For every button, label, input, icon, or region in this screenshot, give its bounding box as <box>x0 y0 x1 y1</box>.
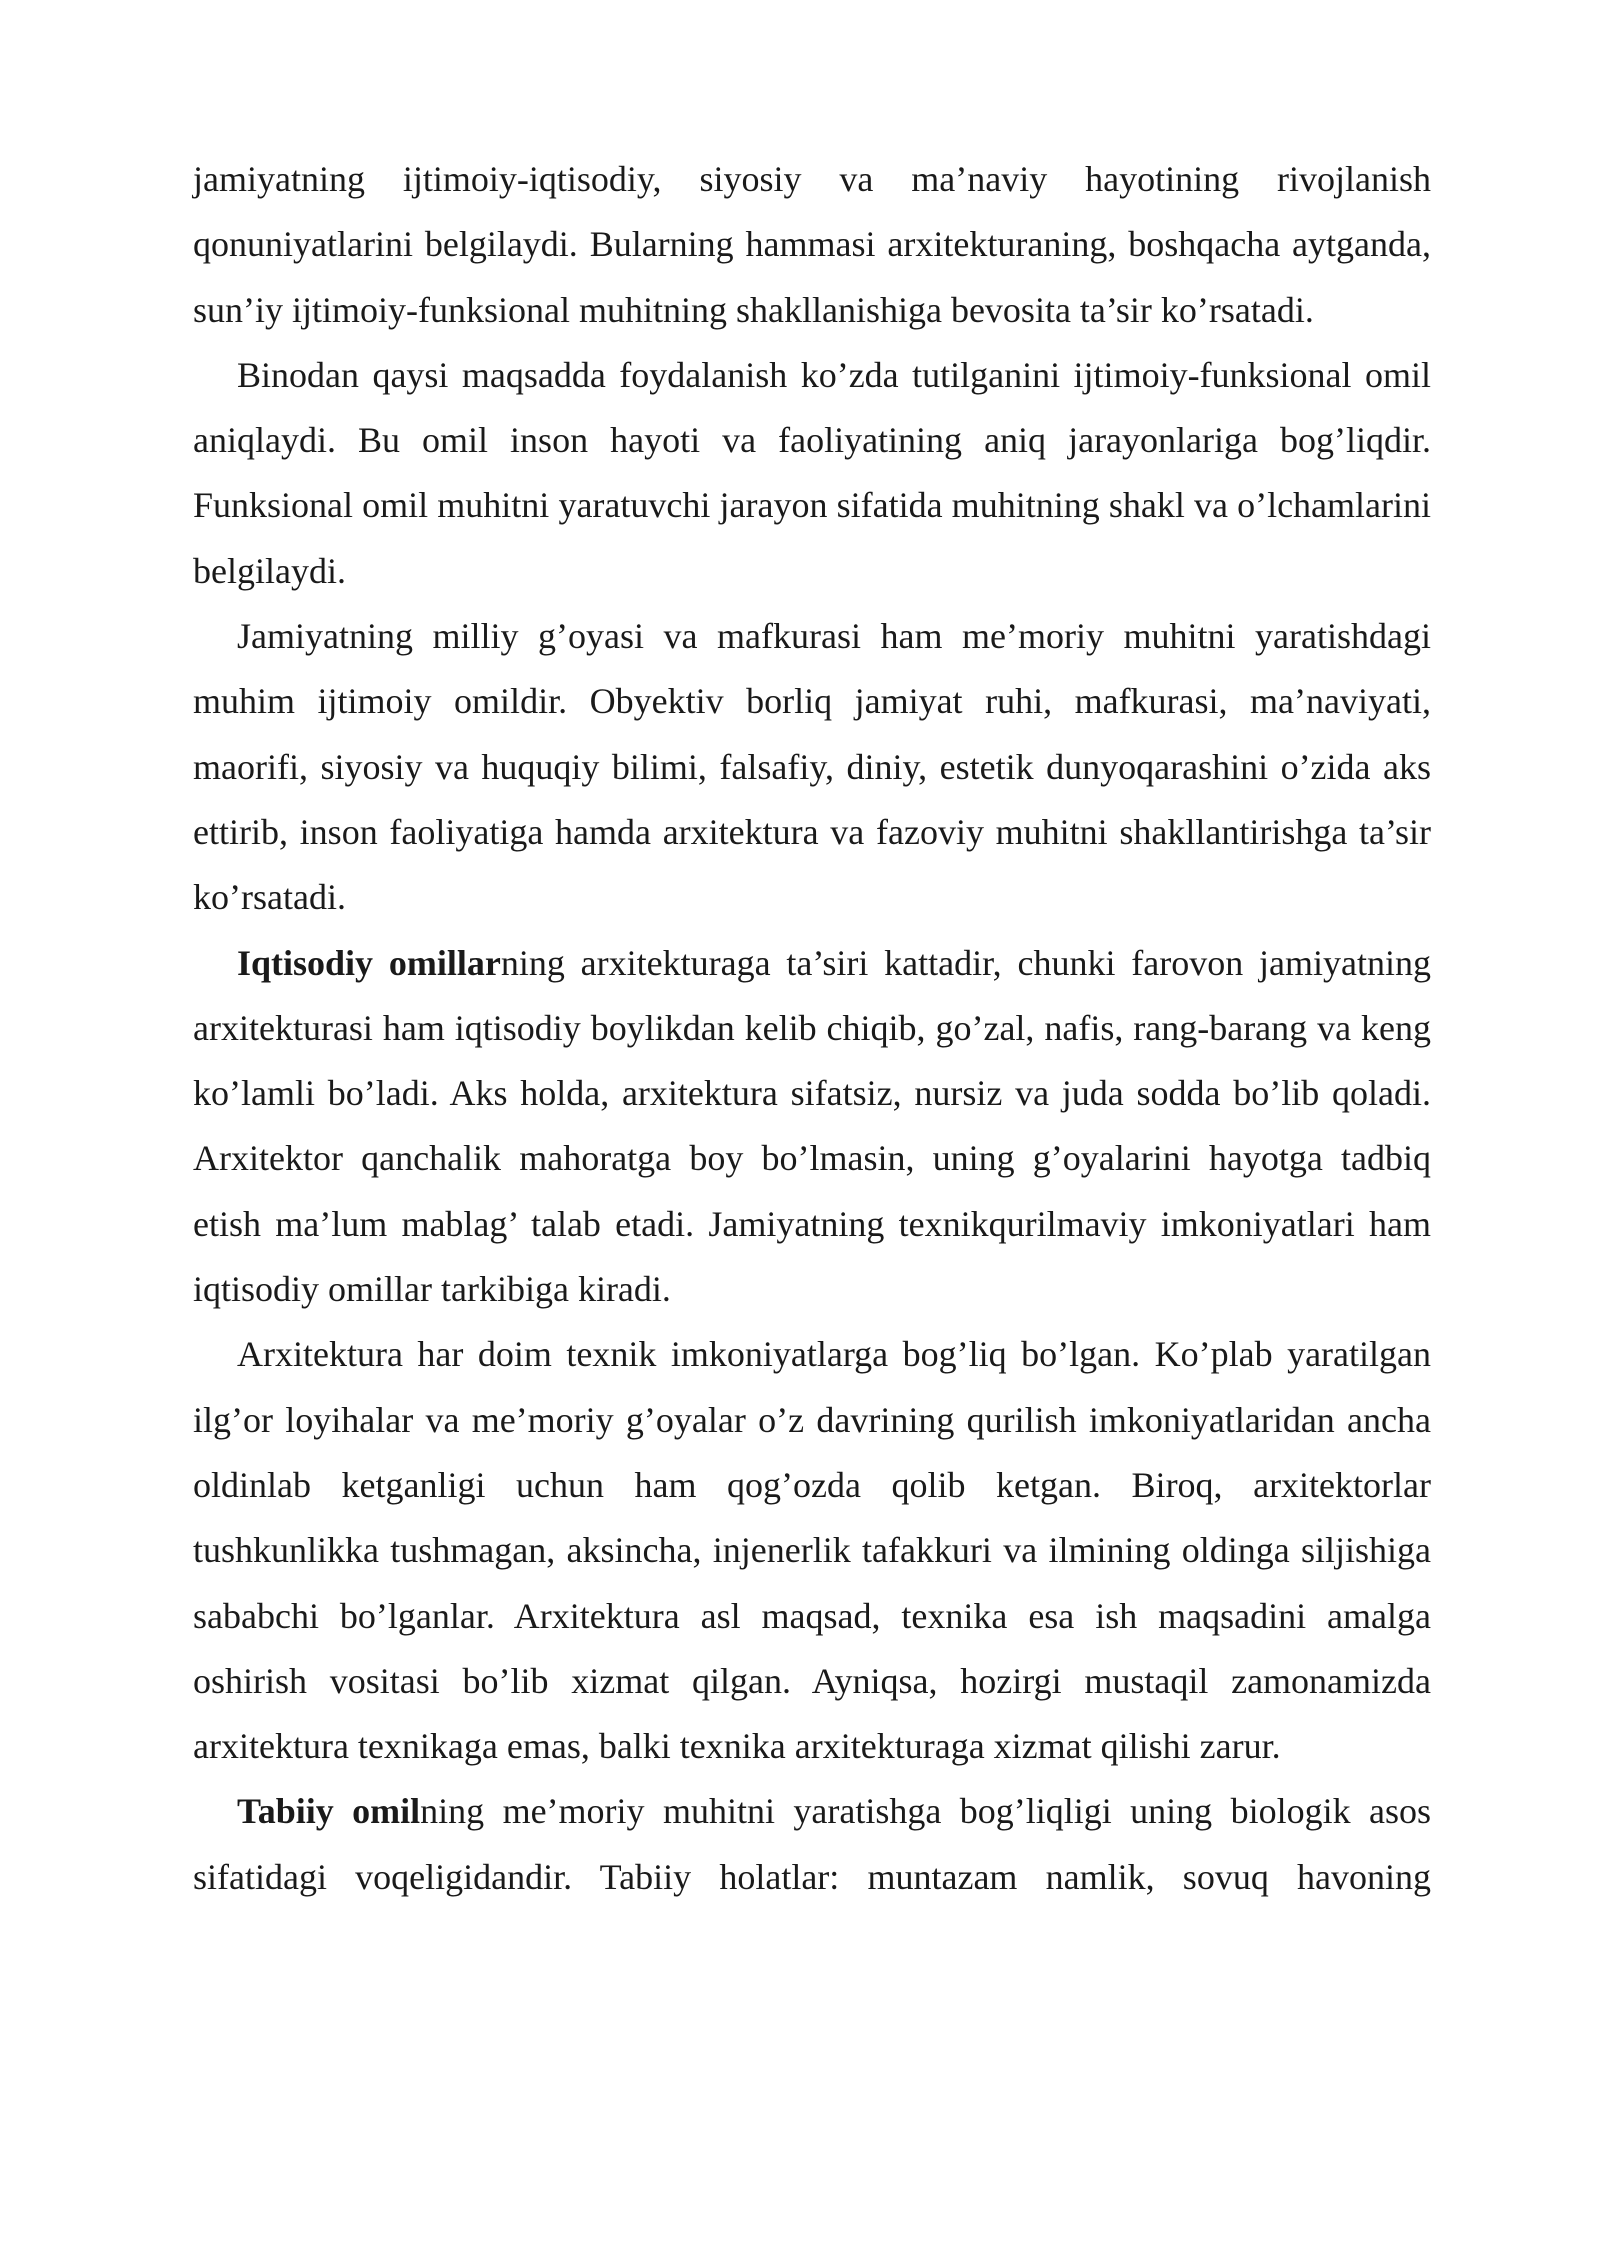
paragraph-6 <box>193 1779 1431 1910</box>
paragraph-1 <box>193 147 1431 343</box>
paragraph-text: Jamiyatning milliy g’oyasi va mafkurasi ham me’moriy muhitni yaratishdagi muhim ijtimoiy omildir. Obyektiv borliq jamiyat ruhi, mafkurasi, ma’naviyati, maorifi, siyosiy va huquqiy bilimi, falsafiy, diniy, estetik dunyoqarashini o’zida aks ettirib, inson faoliyatiga hamda arxitektura va fazoviy muhitni shakllantirishga ta’sir ko’rsatadi. <box>193 616 1431 918</box>
bold-term: Iqtisodiy omillar <box>237 942 501 983</box>
paragraph-4 <box>193 931 1431 1323</box>
paragraph-text: ning me’moriy muhitni yaratishga bog’liqligi uning biologik asos sifatidagi voqeligidandir. Tabiiy holatlar: muntazam namlik, sovuq havoning <box>193 1791 1431 1897</box>
bold-term: Tabiiy omil <box>237 1791 421 1832</box>
paragraph-text: ning arxitekturaga ta’siri kattadir, chunki farovon jamiyatning arxitekturasi ham iqtisodiy boylikdan kelib chiqib, go’zal, nafis, rang-barang va keng ko’lamli bo’ladi. Aks holda, arxitektura sifatsiz, nursiz va juda sodda bo’lib qoladi. Arxitektor qanchalik mahoratga boy bo’lmasin, uning g’oyalarini hayotga tadbiq etish ma’lum mablag’ talab etadi. Jamiyatning texnikqurilmaviy imkoniyatlari ham iqtisodiy omillar tarkibiga kiradi. <box>193 942 1432 1310</box>
paragraph-text: Arxitektura har doim texnik imkoniyatlarga bog’liq bo’lgan. Ko’plab yaratilgan ilg’or loyihalar va me’moriy g’oyalar o’z davrining qurilish imkoniyatlaridan ancha oldinlab ketganligi uchun ham qog’ozda qolib ketgan. Biroq, arxitektorlar tushkunlikka tushmagan, aksincha, injenerlik tafakkuri va ilmining oldinga siljishiga sababchi bo’lganlar. Arxitektura asl maqsad, texnika esa ish maqsadini amalga oshirish vositasi bo’lib xizmat qilgan. Ayniqsa, hozirgi mustaqil zamonamizda arxitektura texnikaga emas, balki texnika arxitekturaga xizmat qilishi zarur. <box>193 1334 1431 1767</box>
paragraph-5 <box>193 1322 1431 1779</box>
document-body <box>193 147 1431 1910</box>
paragraph-text: jamiyatning ijtimoiy-iqtisodiy, siyosiy va ma’naviy hayotining rivojlanish qonuniyatlarini belgilaydi. Bularning hammasi arxitekturaning, boshqacha aytganda, sun’iy ijtimoiy-funksional muhitning shakllanishiga bevosita ta’sir ko’rsatadi. <box>193 159 1431 330</box>
paragraph-2 <box>193 343 1431 604</box>
paragraph-text: Binodan qaysi maqsadda foydalanish ko’zda tutilganini ijtimoiy-funksional omil aniqlaydi. Bu omil inson hayoti va faoliyatining aniq jarayonlariga bog’liqdir. Funksional omil muhitni yaratuvchi jarayon sifatida muhitning shakl va o’lchamlarini belgilaydi. <box>193 354 1431 591</box>
paragraph-3 <box>193 604 1431 930</box>
